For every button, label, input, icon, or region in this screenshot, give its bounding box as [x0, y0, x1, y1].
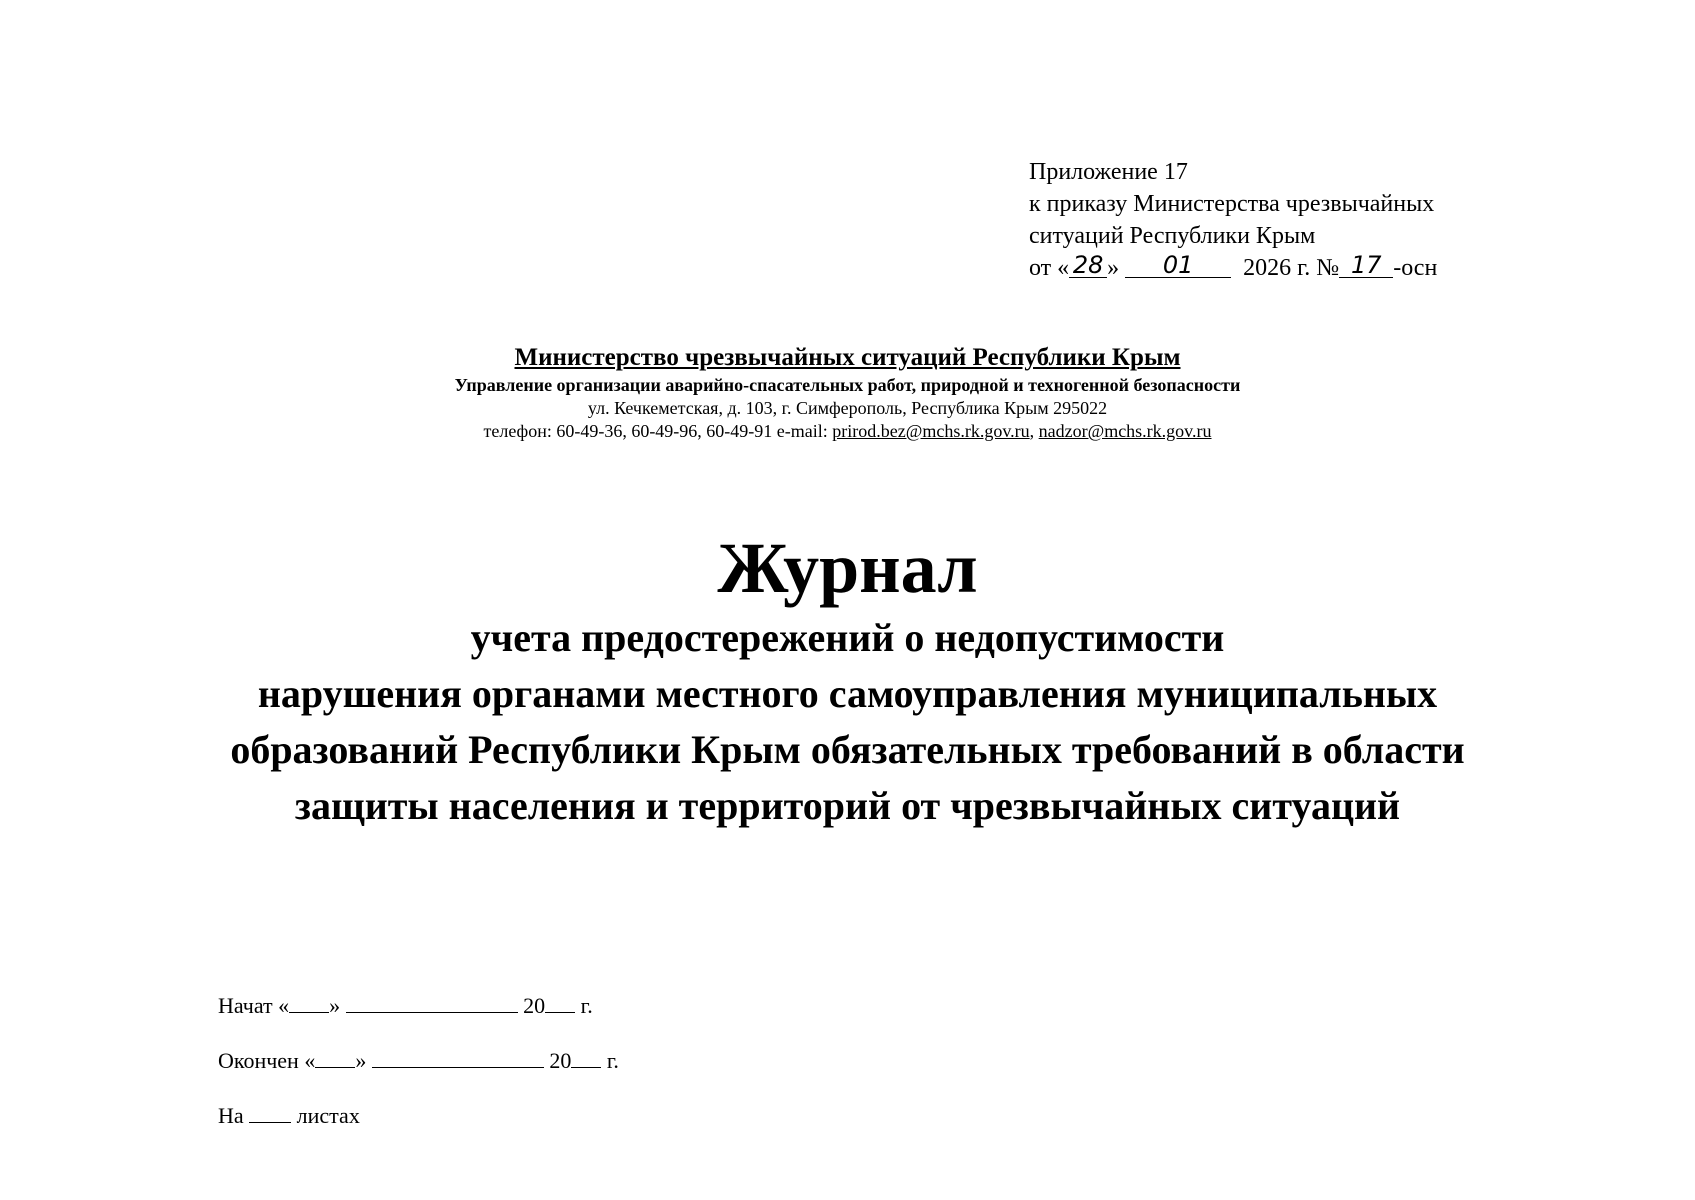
started-field [218, 992, 619, 1020]
date-month-handwritten: 01 [1125, 253, 1231, 278]
started-year-prefix: 20 [523, 993, 546, 1018]
date-prefix: от « [1029, 255, 1070, 281]
department-name: Управление организации аварийно-спасательных работ, природной и техногенной безопасности [454, 375, 1241, 395]
started-mid: » [329, 993, 341, 1018]
date-day-handwritten: 28 [1069, 253, 1107, 278]
phones: телефон: 60-49-36, 60-49-96, 60-49-91 e-mail: [483, 421, 833, 441]
ended-mid: » [355, 1048, 367, 1073]
date-mid: » [1107, 255, 1120, 281]
ended-year-suffix: г. [606, 1048, 619, 1073]
email-separator: , [1029, 421, 1039, 441]
sheets-count-blank[interactable] [249, 1102, 291, 1123]
ended-day-blank[interactable] [315, 1047, 355, 1068]
date-year: 2026 г. № [1243, 255, 1340, 281]
subtitle-line-4: защиты населения и территорий от чрезвычайных ситуаций [294, 783, 1401, 828]
order-number-handwritten: 17 [1339, 253, 1393, 278]
started-day-blank[interactable] [289, 992, 329, 1013]
ended-label: Окончен « [218, 1048, 316, 1073]
sheets-suffix: листах [296, 1103, 360, 1128]
subtitle-line-3: образований Республики Крым обязательных требований в области [230, 727, 1465, 772]
address: ул. Кечкеметская, д. 103, г. Симферополь, Республика Крым 295022 [587, 398, 1108, 418]
journal-fields [218, 992, 619, 1157]
email-link-2[interactable]: nadzor@mchs.rk.gov.ru [1038, 421, 1212, 441]
letterhead [0, 343, 1695, 443]
sheets-prefix: На [218, 1103, 244, 1128]
organization-name: Министерство чрезвычайных ситуаций Республики Крым [514, 344, 1181, 371]
journal-title-block [0, 526, 1695, 834]
started-label: Начат « [218, 993, 290, 1018]
subtitle-line-1: учета предостережений о недопустимости [470, 615, 1225, 660]
email-link-1[interactable]: prirod.bez@mchs.rk.gov.ru [832, 421, 1030, 441]
contacts [0, 420, 1695, 443]
order-suffix: -осн [1393, 255, 1438, 281]
appendix-number: Приложение 17 [1029, 159, 1188, 185]
started-year-suffix: г. [580, 993, 593, 1018]
subtitle-line-2: нарушения органами местного самоуправления муниципальных [257, 671, 1438, 716]
journal-title: Журнал [717, 528, 978, 608]
ended-field [218, 1047, 619, 1075]
appendix-order-ref: к приказу Министерства чрезвычайных [1029, 191, 1435, 217]
ended-year-prefix: 20 [549, 1048, 572, 1073]
sheets-field [218, 1102, 619, 1130]
ended-month-blank[interactable] [372, 1047, 544, 1068]
started-month-blank[interactable] [346, 992, 518, 1013]
started-year-blank[interactable] [545, 992, 575, 1013]
appendix-block [1029, 156, 1437, 284]
appendix-date-line [1029, 252, 1437, 284]
appendix-ministry: ситуаций Республики Крым [1029, 223, 1316, 249]
ended-year-blank[interactable] [571, 1047, 601, 1068]
